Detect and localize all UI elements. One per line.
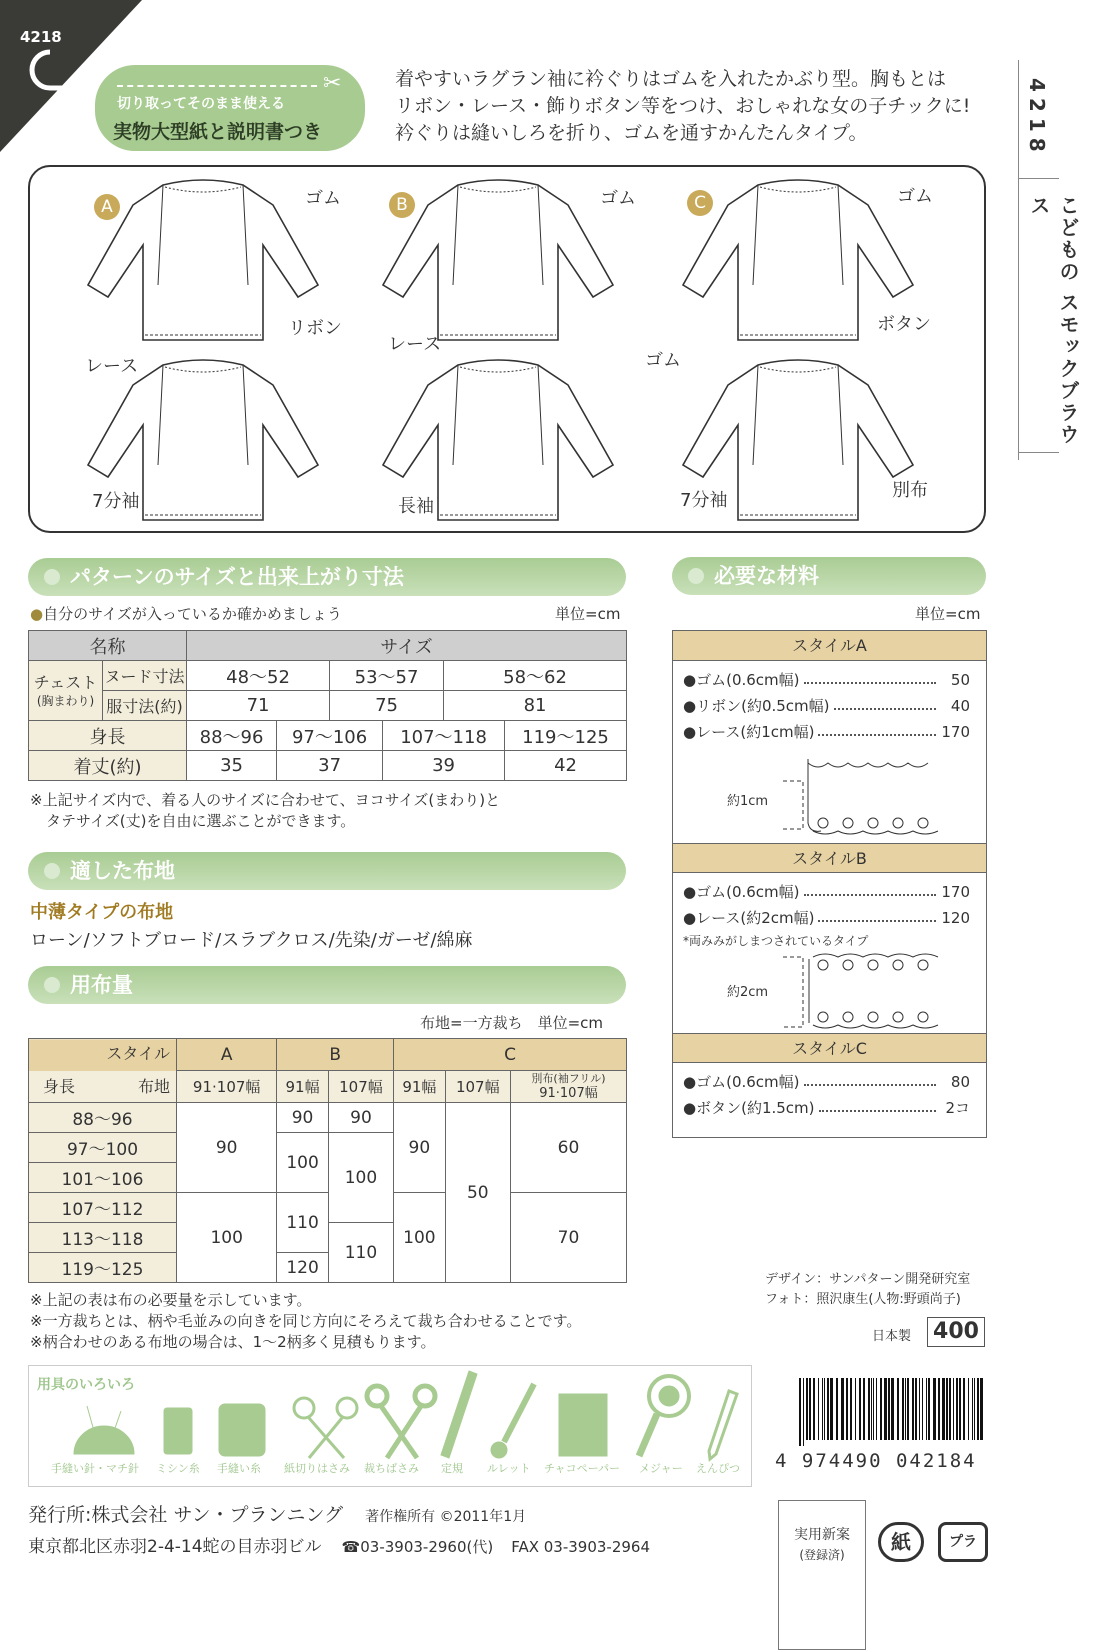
chalk-paper-icon	[559, 1394, 607, 1456]
row-label: ヌード寸法	[103, 661, 187, 691]
photo-credit: フォト：照沢康生(人物:野頭尚子)	[765, 1292, 961, 1307]
barcode-bar	[897, 1378, 899, 1440]
height-cell: 119〜125	[29, 1253, 177, 1283]
desc-line: リボン・レース・飾りボタン等をつけ、おしゃれな女の子チックに!	[395, 95, 971, 117]
note-text: 自分のサイズが入っているか確かめましょう	[43, 605, 342, 623]
item-name: ●リボン(約0.5cm幅)	[683, 697, 830, 715]
item-name: ●ゴム(0.6cm幅)	[683, 1073, 800, 1091]
width-cell: 91幅	[394, 1071, 445, 1103]
header-cell: A	[177, 1039, 277, 1071]
size-table	[28, 630, 627, 781]
barcode-bar	[846, 1378, 848, 1440]
lace-b-diagram	[673, 953, 986, 1033]
width-cell: 91幅	[277, 1071, 328, 1103]
design-credit: デザイン：サンパターン開発研究室	[765, 1272, 971, 1287]
size-check-note: ●自分のサイズが入っているか確かめましょう	[30, 605, 342, 623]
label: 長袖	[398, 496, 434, 517]
description	[395, 66, 970, 147]
betsu-label: 別布(袖フリル)	[531, 1072, 606, 1085]
cell: 100	[328, 1133, 393, 1223]
style-c-header: スタイルC	[673, 1033, 986, 1063]
paper-scissors-icon	[294, 1398, 357, 1458]
section-materials-header	[672, 557, 986, 595]
note: ※上記の表は布の必要量を示しています。	[30, 1291, 312, 1309]
height-cell: 97〜100	[29, 1133, 177, 1163]
yardage-table	[28, 1038, 627, 1283]
cell: 90	[394, 1103, 445, 1193]
publisher-line	[28, 1500, 526, 1527]
barcode-bar	[907, 1378, 909, 1440]
yardage-notes	[30, 1290, 581, 1353]
cell: 75	[330, 691, 444, 721]
tool-label: ミシン糸	[156, 1462, 200, 1475]
cell: 42	[505, 751, 627, 781]
height-cell: 88〜96	[29, 1103, 177, 1133]
tool-label: チャコペーパー	[544, 1462, 621, 1475]
barcode-bar	[891, 1378, 894, 1440]
barcode-bar	[938, 1378, 940, 1440]
cell: 100	[277, 1133, 328, 1193]
barcode-bar	[859, 1378, 861, 1440]
lace-a-diagram	[673, 745, 986, 843]
barcode-bar	[799, 1378, 801, 1446]
section-yardage-header	[28, 966, 626, 1004]
width-cell	[510, 1071, 626, 1103]
material-item	[673, 1069, 986, 1095]
tool-label: 定規	[441, 1462, 463, 1475]
fax: FAX 03-3903-2964	[511, 1538, 651, 1556]
barcode-bar	[912, 1378, 914, 1440]
credits	[765, 1270, 970, 1310]
barcode-number: 4 974490 042184	[775, 1450, 977, 1472]
tool-icons	[29, 1366, 753, 1466]
cell: 37	[277, 751, 383, 781]
barcode-bar	[946, 1378, 948, 1440]
copyright: 著作権所有 ©2011年1月	[365, 1509, 527, 1525]
tools-title: 用具のいろいろ	[37, 1377, 135, 1393]
section-title: 用布量	[70, 973, 133, 997]
side-title: こどもの スモックブラウス	[1027, 195, 1080, 446]
barcode-bar	[836, 1378, 838, 1440]
label: ボタン	[877, 314, 931, 335]
pencil-icon	[709, 1391, 737, 1459]
barcode-bar	[855, 1378, 856, 1440]
fabric-list: ローン/ソフトブロード/スラブクロス/先染/ガーゼ/綿麻	[30, 930, 473, 951]
height-cell: 113〜118	[29, 1223, 177, 1253]
material-item	[673, 879, 986, 905]
unit-label: 単位=cm	[915, 605, 981, 623]
pattern-code: 4218	[20, 28, 62, 46]
item-name: ●ゴム(0.6cm幅)	[683, 671, 800, 689]
barcode-bar	[806, 1378, 808, 1440]
barcode-bar	[827, 1378, 829, 1440]
barcode-bar	[809, 1378, 811, 1440]
barcode-bar	[841, 1378, 844, 1440]
width-cell: 107幅	[328, 1071, 393, 1103]
side-title-column	[1018, 60, 1080, 460]
style-c-marker: C	[687, 190, 713, 216]
garment-b-front	[383, 180, 613, 340]
tool-label: 手縫い針・マチ針	[51, 1462, 139, 1475]
height-cell: 107〜112	[29, 1193, 177, 1223]
cell: 50	[445, 1103, 510, 1283]
price: 400	[927, 1317, 985, 1347]
materials-panel	[672, 630, 987, 1138]
desc-line: 衿ぐりは縫いしろを折り、ゴムを通すかんたんタイプ。	[395, 122, 868, 144]
badge-title: 実物大型紙と説明書つき	[113, 121, 323, 143]
cell: 35	[187, 751, 277, 781]
betsu-width: 91·107幅	[539, 1086, 598, 1101]
plastic-recycle-icon: プラ	[938, 1522, 988, 1562]
patent-sub: (登録済)	[799, 1548, 845, 1562]
note: ※一方裁ちとは、柄や毛並みの向きを同じ方向にそろえて裁ち合わせることです。	[30, 1312, 582, 1330]
label: ゴム	[305, 188, 341, 209]
lace-b-note: *両みみがしまつされているタイプ	[683, 934, 869, 948]
width-cell: 91·107幅	[177, 1071, 277, 1103]
made-in-japan: 日本製	[872, 1329, 912, 1344]
cell: 39	[383, 751, 505, 781]
barcode-bar	[876, 1378, 877, 1440]
cell: 58〜62	[444, 661, 627, 691]
barcode-bar	[880, 1378, 882, 1440]
barcode-bar	[972, 1378, 973, 1440]
publisher-name: 発行所:株式会社 サン・プランニング	[28, 1504, 344, 1526]
chest-sub: (胸まわり)	[36, 693, 95, 708]
header-cell: B	[277, 1039, 394, 1071]
size-notes	[30, 790, 500, 832]
row-label: 身長	[29, 721, 187, 751]
header-label: 布地	[137, 1077, 170, 1096]
cell: 100	[394, 1193, 445, 1283]
tool-label: 裁ちばさみ	[364, 1462, 419, 1475]
unit-label: 単位=cm	[555, 605, 621, 623]
hand-thread-icon	[219, 1404, 265, 1456]
cell: 90	[177, 1103, 277, 1193]
note: ※上記サイズ内で、着る人のサイズに合わせて、ヨコサイズ(まわり)と	[30, 791, 501, 809]
material-item	[673, 693, 986, 719]
note: タテサイズ(丈)を自由に選ぶことができます。	[46, 812, 356, 830]
cell: 107〜118	[383, 721, 505, 751]
label: レース	[388, 334, 442, 355]
barcode-bar	[818, 1378, 819, 1440]
barcode-bar	[884, 1378, 887, 1440]
width-cell: 107幅	[445, 1071, 510, 1103]
barcode-bar	[933, 1378, 936, 1440]
thread-spool-icon	[164, 1408, 192, 1454]
barcode-bar	[949, 1378, 951, 1440]
label: ゴム	[600, 188, 636, 209]
garment-illustrations	[28, 165, 986, 533]
barcode-bar	[928, 1378, 930, 1440]
header-label: 身長	[43, 1077, 76, 1096]
section-fabric-header	[28, 852, 626, 890]
label: 7分袖	[680, 490, 728, 511]
section-title: パターンのサイズと出来上がり寸法	[70, 565, 404, 589]
corner-header	[29, 1039, 177, 1103]
barcode-bar	[888, 1378, 890, 1440]
barcode-bar	[850, 1378, 852, 1440]
cell: 120	[277, 1253, 328, 1283]
pincushion-icon	[74, 1426, 134, 1454]
cell: 90	[277, 1103, 328, 1133]
barcode-bar	[968, 1378, 969, 1440]
tracing-wheel-icon	[504, 1384, 534, 1442]
barcode-bar	[977, 1378, 979, 1440]
cell: 97〜106	[277, 721, 383, 751]
header-label: スタイル	[106, 1044, 170, 1063]
header-cell: 名称	[29, 631, 187, 661]
barcode-bar	[902, 1378, 904, 1440]
style-a-marker: A	[94, 194, 120, 220]
barcode-bar	[871, 1378, 872, 1440]
chest-cell	[29, 661, 103, 721]
item-qty: 170	[941, 723, 970, 741]
barcode-bar	[813, 1378, 815, 1440]
barcode-bar	[868, 1378, 870, 1440]
badge-subtitle: 切り取ってそのまま使える	[117, 96, 285, 112]
note: ※柄合わせのある布地の場合は、1〜2柄多く見積もります。	[30, 1333, 436, 1351]
tool-label: ルレット	[487, 1462, 531, 1475]
item-name: ●レース(約1cm幅)	[683, 723, 815, 741]
style-b-header: スタイルB	[673, 843, 986, 873]
barcode-bar	[873, 1378, 874, 1440]
label: リボン	[288, 318, 342, 339]
style-a-header: スタイルA	[673, 631, 986, 661]
fabric-type: 中薄タイプの布地	[30, 902, 174, 923]
barcode-bar	[919, 1378, 920, 1440]
barcode-bar	[963, 1378, 965, 1440]
item-qty: 2コ	[945, 1099, 970, 1117]
scissors-icon: ✂	[323, 71, 342, 96]
section-sizes-header	[28, 558, 626, 596]
barcode-bar	[822, 1378, 823, 1440]
style-b-marker: B	[389, 192, 415, 218]
address: 東京都北区赤羽2-4-14蛇の目赤羽ビル	[28, 1537, 322, 1557]
tool-label: 手縫い糸	[217, 1462, 261, 1475]
cell: 53〜57	[330, 661, 444, 691]
barcode-bar	[905, 1378, 906, 1440]
item-name: ●ゴム(0.6cm幅)	[683, 883, 800, 901]
label: ゴム	[897, 186, 933, 207]
ruler-icon	[441, 1371, 477, 1458]
barcode-bar	[915, 1378, 917, 1440]
full-size-pattern-badge	[95, 65, 365, 151]
cell: 48〜52	[187, 661, 330, 691]
section-title: 必要な材料	[714, 564, 819, 588]
phone: ☎03-3903-2960(代)	[341, 1538, 494, 1556]
item-name: ●ボタン(約1.5cm)	[683, 1099, 815, 1117]
row-label: 着丈(約)	[29, 751, 187, 781]
row-label: 服寸法(約)	[103, 691, 187, 721]
item-qty: 120	[941, 909, 970, 927]
cell: 110	[328, 1223, 393, 1283]
barcode	[795, 1378, 990, 1446]
cell: 60	[510, 1103, 626, 1193]
cell: 81	[444, 691, 627, 721]
barcode-bar	[824, 1378, 825, 1440]
cell: 70	[510, 1193, 626, 1283]
utility-model-box	[778, 1500, 866, 1650]
item-name: ●レース(約2cm幅)	[683, 909, 815, 927]
barcode-bar	[926, 1378, 927, 1440]
garment-a-front	[88, 180, 318, 340]
height-cell: 101〜106	[29, 1163, 177, 1193]
label: 別布	[892, 480, 928, 501]
chest-label: チェスト	[33, 672, 98, 692]
label: ゴム	[645, 350, 681, 371]
cell: 88〜96	[187, 721, 277, 751]
dim-label: 約2cm	[727, 985, 769, 1000]
material-item	[673, 905, 986, 931]
tool-label: メジャー	[639, 1462, 683, 1475]
cell: 90	[328, 1103, 393, 1133]
address-line	[28, 1532, 650, 1557]
cell: 100	[177, 1193, 277, 1283]
barcode-bar	[942, 1378, 945, 1440]
barcode-bar	[974, 1378, 975, 1440]
barcode-bar	[863, 1378, 865, 1440]
header-cell: C	[394, 1039, 627, 1071]
barcode-bar	[830, 1378, 833, 1440]
side-number: 4218	[1025, 78, 1049, 158]
label: 7分袖	[92, 491, 140, 512]
tools-panel	[28, 1365, 752, 1487]
patent-label: 実用新案	[794, 1527, 850, 1543]
paper-recycle-icon: 紙	[878, 1522, 924, 1562]
barcode-bar	[803, 1378, 804, 1446]
cell: 110	[277, 1193, 328, 1253]
item-qty: 80	[950, 1073, 970, 1091]
item-qty: 50	[950, 671, 970, 689]
cell: 71	[187, 691, 330, 721]
barcode-bar	[980, 1378, 983, 1440]
section-title: 適した布地	[70, 859, 175, 883]
barcode-bar	[959, 1378, 961, 1440]
dim-label: 約1cm	[727, 794, 769, 809]
item-qty: 40	[950, 697, 970, 715]
material-item	[673, 719, 986, 745]
desc-line: 着やすいラグラン袖に衿ぐりはゴムを入れたかぶり型。胸もとは	[395, 68, 947, 90]
label: レース	[85, 356, 139, 377]
barcode-bar	[953, 1378, 954, 1440]
item-qty: 170	[941, 883, 970, 901]
material-item	[673, 667, 986, 693]
header-cell: サイズ	[187, 631, 627, 661]
tool-label: えんぴつ	[696, 1462, 740, 1475]
barcode-bar	[956, 1378, 958, 1440]
material-item	[673, 1095, 986, 1121]
tool-label: 紙切りはさみ	[284, 1462, 350, 1475]
yardage-unit-note: 布地=一方裁ち 単位=cm	[420, 1014, 603, 1032]
barcode-bar	[922, 1378, 923, 1440]
shears-icon	[367, 1386, 435, 1458]
cell: 119〜125	[505, 721, 627, 751]
